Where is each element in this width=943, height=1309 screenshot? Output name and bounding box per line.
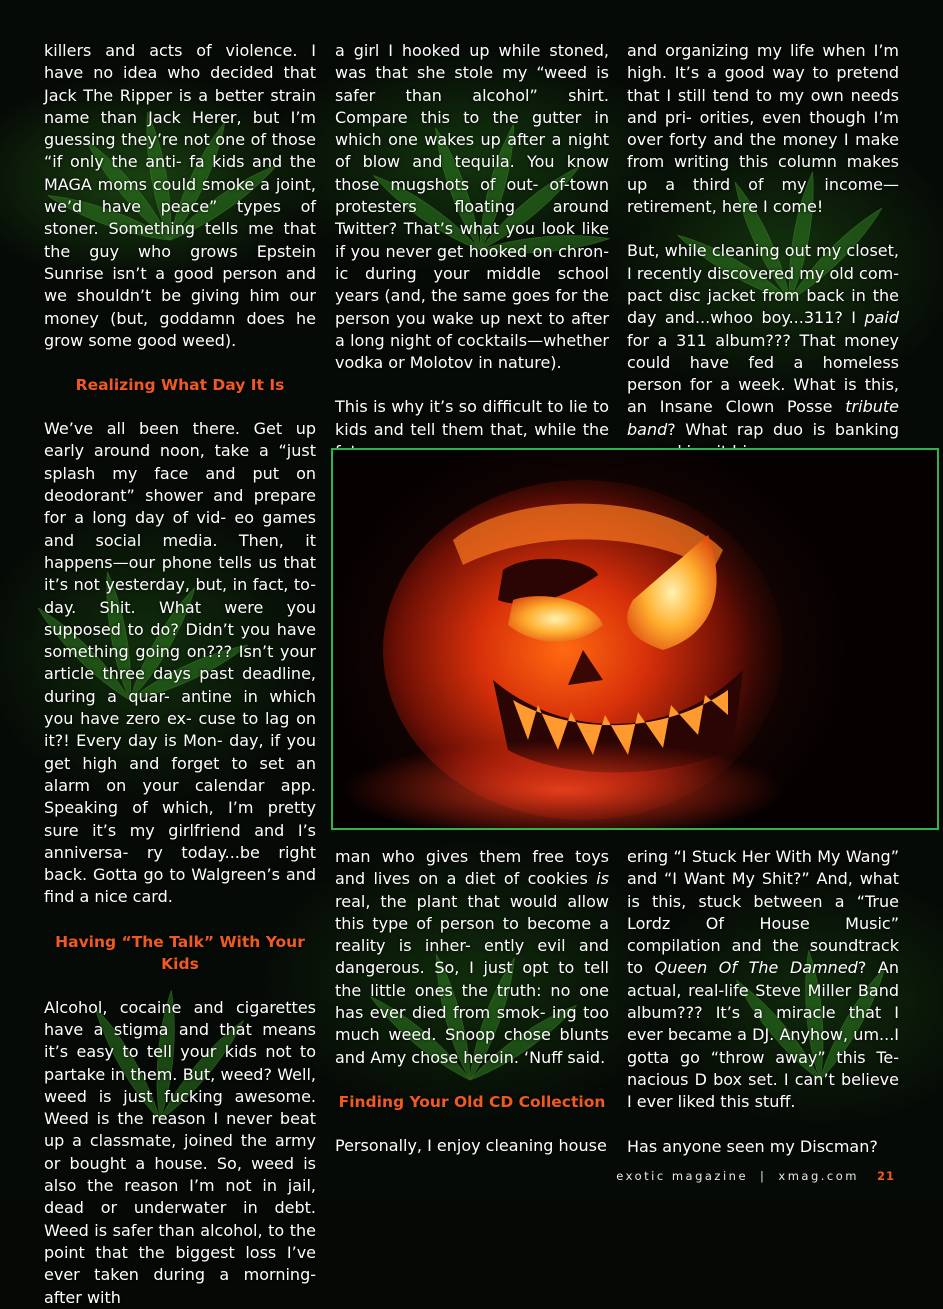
section-heading-the-talk: Having “The Talk” With Your Kids <box>55 932 305 973</box>
footer-separator: | <box>760 1169 767 1183</box>
jack-o-lantern-photo <box>331 448 939 830</box>
column1-paragraph-2: We’ve all been there. Get up early around noon, take a “just splash my face and put on deodorant” shower and prepare for a long day of vid- eo games and social media. Then, it happens—our phone tells us that it’s not yesterday, but, in fact, to- day. Shit. What were you supposed to do? Didn’t you have something going on??? Isn’t your article three days past deadline, during a quar- antine in which you have zero ex- cuse to lag on it?! Every day is Mon- day, if you get high and forget to set an alarm on your calendar app. Speaking of which, I’m pretty sure it’s my girlfriend and I’s anniversa- ry today...be right back. Gotta go to Walgreen’s and find a nice card. <box>44 419 316 907</box>
article-column-1 <box>44 40 316 1309</box>
column3-paragraph-1: and organizing my life when I’m high. It’s a good way to pretend that I still tend to my own needs and pri- orities, even though I’m over forty and the money I make from writing this column makes up a third of my income—retirement, here I come! <box>627 41 899 217</box>
column2-paragraph-2: This is why it’s so difficult to lie to kids and tell them that, while the <box>335 397 609 439</box>
article-column-3-bottom <box>627 846 899 1158</box>
jack-o-lantern-image <box>333 450 937 828</box>
article-column-3-top <box>627 40 899 463</box>
column3-paragraph-2: But, while cleaning out my closet, I recently discovered my old com- pact disc jacket from back in the day and...whoo boy...311? I paid for a 311 album??? That money could have fed a homeless person for a week. What is this, an Insane Clown Posse tribute band? What rap duo is banking <box>627 241 899 439</box>
article-column-2-top <box>335 40 609 463</box>
column3-paragraph-3: ering “I Stuck Her With My Wang” and “I Want My Shit?” And, what is this, stuck between a “True Lordz Of House Music” compilation and the soundtrack to Queen Of The Damned? An actual, real-life Steve Miller Band album??? It’s a miracle that I ever became a DJ. Anyhow, um...I gotta go “throw away” this Te- nacious D box set. I can’t believe I ever liked this stuff. <box>627 847 899 1112</box>
column3-paragraph-4: Has anyone seen my Discman? <box>627 1136 878 1156</box>
column1-paragraph-3: Alcohol, cocaine and cigarettes have a stigma and that means it’s easy to tell your kids not to partake in them. But, weed? Well, weed is just fucking awesome. Weed is the reason I never beat up a classmate, joined the army or bought a house. So, weed is also the reason I’m not in jail, dead or underwater in debt. Weed is safer than alcohol, to the point that the biggest loss I’ve ever taken during a morning-after with <box>44 997 316 1307</box>
column2-paragraph-1: a girl I hooked up while stoned, was that she stole my “weed is safer than alcohol” shirt. Compare this to the gutter in which one wakes up after a night of blow and tequila. You know those mugshots of out- of-town protesters floating around Twitter? That’s what you look like if you never get hooked on chron- ic during your middle school years (and, the same goes for the person you wake up next to after a long night of cocktails—whether vodka or Molotov in nature). <box>335 41 609 373</box>
column2-paragraph-3: man who gives them free toys and lives on a diet of cookies is real, the plant that would allow this type of person to become a reality is inher- ently evil and dangerous. So, I just opt to tell the little ones the truth: no one has ever died from smok- ing too much weed. Snoop chose blunts and Amy chose heroin. ‘Nuff said. <box>335 847 609 1067</box>
column2-paragraph-4: Personally, I enjoy cleaning house <box>335 1135 607 1155</box>
footer-magazine-name: exotic magazine <box>616 1169 749 1183</box>
page-number: 21 <box>876 1169 895 1183</box>
section-heading-realizing-day: Realizing What Day It Is <box>75 376 285 395</box>
footer-site-url: xmag.com <box>778 1169 859 1183</box>
article-column-2-bottom <box>335 846 609 1157</box>
column1-paragraph-1: killers and acts of violence. I have no idea who decided that Jack The Ripper is a better strain name than Jack Herer, but I’m guessing they’re not one of those “if only the anti- fa kids and the MAGA moms could smoke a joint, we’d have peace” types of stoner. Something tells me that the guy who grows Epstein Sunrise isn’t a good person and we shouldn’t be giving him our money (but, goddamn does he grow some good weed). <box>44 41 316 350</box>
page-footer <box>616 1169 895 1183</box>
section-heading-cd-collection: Finding Your Old CD Collection <box>338 1092 606 1111</box>
